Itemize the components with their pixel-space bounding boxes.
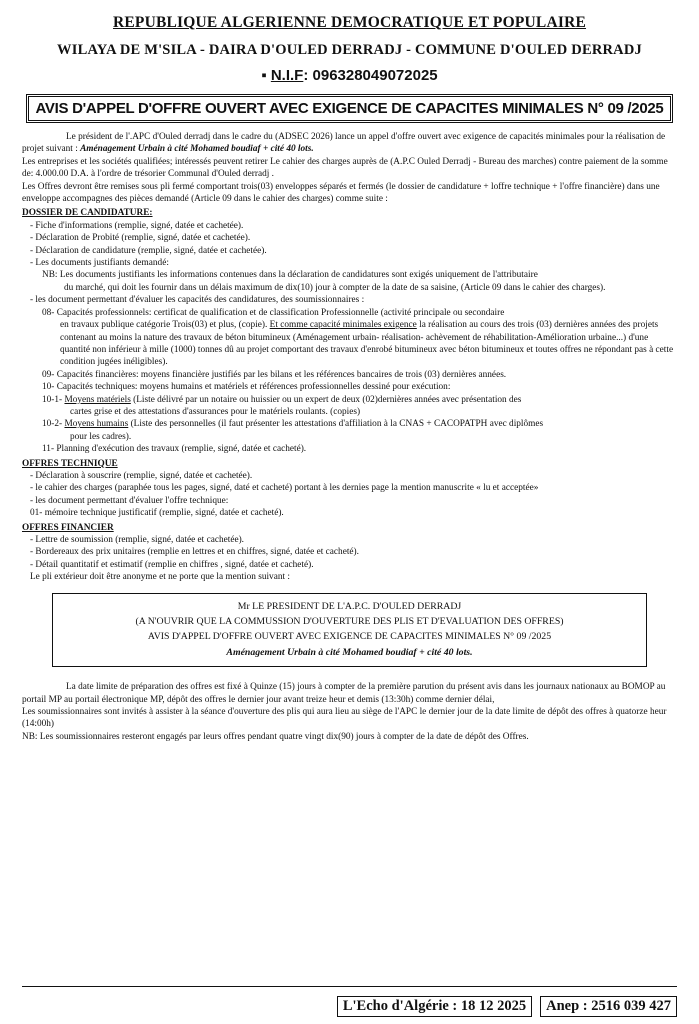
anep-reference: Anep : 2516 039 427 [540, 996, 677, 1017]
capacity-10-1-number: 10-1- [42, 394, 65, 405]
evaluation-intro: - les document permettant d'évaluer les capacités des candidatures, des soumissionnaires : [30, 295, 365, 306]
capacity-08-text-b: la réalisation au cours des trois (03) dernières années des projets contenant au moins la nature des travaux de béton bitumineux (Aménagement urbain- réalisation- achèvement de réhabilitation-Amélioration urbaine...) d'une quantité non inférieur à mille (1000) tonnes dû au projet comportant des travaux d'enrobé bitumineux avec béton bitumineux et toutes offres ne répondant pas à cette condition jugées inéligibles). [60, 320, 674, 368]
intro-text: Le président de l'.APC d'Ouled derradj dans le cadre du (ADSEC 2026) lance un appel d'offre ouvert avec exigence de capacités minimales pour la réalisation de projet suivant : [22, 132, 666, 155]
capacity-10-1 [22, 394, 677, 406]
nb-note-continued: du marché, qui doit les fournir dans un délais maximum de dix(10) jour à compter de la date de sa saisine, (Article 09 dans le cahier des charges). [64, 282, 606, 293]
location-header: WILAYA DE M'SILA - DAIRA D'OULED DERRADJ - COMMUNE D'OULED DERRADJ [57, 42, 642, 58]
capacity-10: 10- Capacités techniques: moyens humains et matériels et références professionnelles dessiné pour exécution: [42, 382, 451, 393]
technique-title: OFFRES TECHNIQUE [22, 458, 118, 469]
address-line-3: AVIS D'APPEL D'OFFRE OUVERT AVEC EXIGENCE DE CAPACITES MINIMALES N° 09 /2025 [147, 631, 552, 643]
capacity-11: 11- Planning d'exécution des travaux (remplie, signé, datée et cacheté). [42, 444, 307, 455]
nb-note: NB: Les documents justifiants les informations contenues dans la déclaration de candidatures sont exigés uniquement de l'attributaire [42, 270, 538, 281]
nif-bullet: ▪ [261, 67, 271, 84]
list-item: - le cahier des charges (paraphée tous les pages, signé, daté et cacheté) portant à les dernies page la mention manuscrite « lu et acceptée» [30, 483, 539, 494]
capacity-08-continued [22, 319, 677, 369]
republic-header: REPUBLIQUE ALGERIENNE DEMOCRATIQUE ET POPULAIRE [112, 14, 587, 31]
capacity-08: 08- Capacités professionnels: certificat de qualification et de classification Professionnelle (activité principale ou secondaire [42, 307, 505, 318]
address-line-1: Mr LE PRESIDENT DE L'A.P.C. D'OULED DERRADJ [237, 600, 462, 612]
closing-section [22, 681, 677, 743]
list-item: - Déclaration de candidature (remplie, signé, datée et cachetée). [30, 245, 267, 256]
intro-paragraph [22, 131, 677, 156]
list-item: - Bordereaux des prix unitaires (remplie en lettres et en chiffres, signé, datée et cacheté). [30, 547, 359, 558]
list-item: 01- mémoire technique justificatif (remplie, signé, datée et cacheté). [30, 508, 284, 519]
project-name: Aménagement Urbain à cité Mohamed boudiaf + cité 40 lots. [80, 144, 314, 155]
retrieval-paragraph: Les entreprises et les sociétés qualifiées; intéressés peuvent retirer Le cahier des charges auprès de (A.P.C Ouled Derradj - Bureau des marches) contre paiement de la somme de: 4.000.00 D.A. à l'ordre de trésorier Communal d'Ouled derradj . [22, 156, 668, 180]
address-line-2: (A N'OUVRIR QUE LA COMMUSSION D'OUVERTURE DES PLIS ET D'EVALUATION DES OFFRES) [135, 616, 564, 628]
dossier-title: DOSSIER DE CANDIDATURE: [22, 208, 153, 219]
capacity-09: 09- Capacités financières: moyens financière justifiés par les bilans et les références bancaires de trois (03) dernières années. [42, 369, 507, 380]
list-item: - Déclaration de Probité (remplie, signé, datée et cachetée). [30, 233, 251, 244]
address-project-name: Aménagement Urbain à cité Mohamed boudiaf + cité 40 lots. [226, 646, 473, 658]
outer-envelope-note: Le pli extérieur doit être anonyme et ne porte que la mention suivant : [30, 572, 290, 583]
capacity-10-1-continued: cartes grise et des attestations d'assurances pour le matériels roulants. (copies) [70, 406, 361, 417]
material-means-label: Moyens matériels [64, 394, 131, 405]
tender-notice [22, 10, 677, 743]
nif-line [22, 67, 677, 84]
nif-value: : 096328049072025 [303, 67, 438, 84]
deadline-paragraph: La date limite de préparation des offres est fixé à Quinze (15) jours à compter de la première parution du présent avis dans les journaux nationaux au BOMOP au portail MP au portail électronique MP, dépôt des offres le dernier jour avant treize heur et demis (13:30h) comme dernier délai, [22, 682, 666, 705]
capacity-10-1-text: (Liste délivré par un notaire ou huissier ou un expert de deux (02)dernières années avec présentation des [130, 394, 522, 405]
submission-paragraph: Les Offres devront être remises sous pli fermé comportant trois(03) enveloppes séparés et fermés (le dossier de candidature + loffre technique + l'offre financière) dans une enveloppe accompagnes des pièces demandé (Article 09 dans le cahier des charges) comme suite : [22, 181, 660, 205]
validity-note: NB: Les soumissionnaires resteront engagés par leurs offres pendant quatre vingt dix(90) jours à compter de la date de dépôt des Offres. [22, 731, 529, 742]
notice-body [22, 131, 677, 584]
capacity-10-2-number: 10-2- [42, 419, 65, 430]
nif-label: N.I.F [270, 67, 304, 84]
list-item: - Les documents justifiants demandé: [30, 258, 169, 269]
capacity-08-text-a: en travaux publique catégorie Trois(03) et plus, (copie). [60, 320, 270, 331]
notice-title: AVIS D'APPEL D'OFFRE OUVERT AVEC EXIGENCE DE CAPACITES MINIMALES N° 09 /2025 [26, 94, 673, 123]
capacity-10-2 [22, 418, 677, 430]
newspaper-reference: L'Echo d'Algérie : 18 12 2025 [337, 996, 532, 1017]
envelope-address-box [52, 593, 647, 668]
list-item: - Lettre de soumission (remplie, signé, datée et cachetée). [30, 535, 244, 545]
list-item: - Fiche d'informations (remplie, signé, datée et cachetée). [30, 220, 244, 231]
publication-footer [337, 996, 677, 1017]
capacity-10-2-continued: pour les cadres). [70, 431, 132, 442]
opening-session-paragraph: Les soumissionnaires sont invités à assister à la séance d'ouverture des plis qui aura lieu au siège de l'APC le dernier jour de la date limite de dépôt des offres à quatorze heur (14:00h) [22, 707, 667, 730]
capacity-10-2-text: (Liste des personnelles (il faut présenter les attestations d'affiliation à la CNAS + CACOPATPH avec diplômes [128, 419, 544, 430]
footer-divider [22, 986, 677, 987]
list-item: - Déclaration à souscrire (remplie, signé, datée et cachetée). [30, 470, 253, 481]
minimum-capacity-underline: Et comme capacité minimales exigence [269, 320, 417, 331]
financier-title: OFFRES FINANCIER [22, 522, 114, 533]
list-item: - les document permettant d'évaluer l'offre technique: [30, 495, 229, 506]
list-item: - Détail quantitatif et estimatif (remplie en chiffres , signé, datée et cacheté). [30, 559, 314, 570]
human-means-label: Moyens humains [64, 419, 129, 430]
